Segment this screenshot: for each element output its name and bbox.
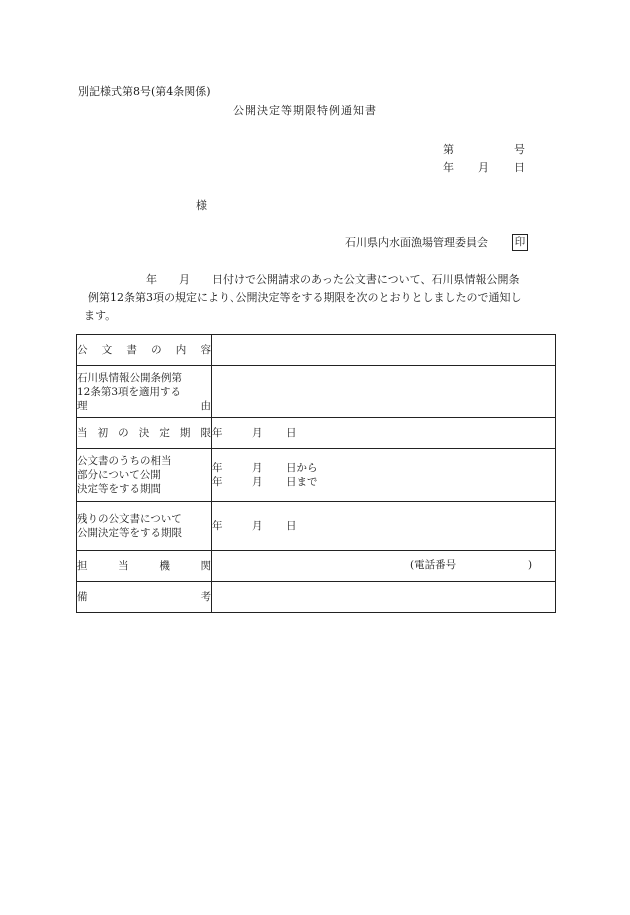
value-reason[interactable] bbox=[212, 366, 556, 418]
label-reason: 石川県情報公開条例第 12条第3項を適用する 理 由 bbox=[77, 366, 212, 418]
issuer-name: 石川県内水面漁場管理委員会 bbox=[345, 236, 488, 249]
label-document-content: 公 文 書 の 内 容 bbox=[77, 335, 212, 366]
table-row-department bbox=[77, 551, 556, 582]
value-remarks[interactable] bbox=[212, 582, 556, 613]
notice-table bbox=[76, 334, 556, 613]
notice-body bbox=[84, 271, 558, 325]
label-remaining-deadline: 残りの公文書について 公開決定等をする期限 bbox=[77, 502, 212, 551]
body-line-2: 例第12条第3項の規定により､公開決定等をする期限を次のとおりとしましたので通知し bbox=[88, 291, 522, 304]
document-title: 公開決定等期限特例通知書 bbox=[233, 104, 377, 117]
date-year-label: 年 bbox=[443, 161, 454, 174]
value-remaining-deadline[interactable]: 年 月 日 bbox=[212, 502, 556, 551]
table-row-partial-period bbox=[77, 449, 556, 502]
date-day-label: 日 bbox=[514, 161, 525, 174]
value-initial-deadline[interactable]: 年 月 日 bbox=[212, 418, 556, 449]
label-partial-period: 公文書のうちの相当 部分について公開 決定等をする期間 bbox=[77, 449, 212, 502]
table-row-remarks bbox=[77, 582, 556, 613]
seal-stamp: 印 bbox=[512, 234, 528, 251]
form-label: 別記様式第8号(第4条関係) bbox=[78, 85, 211, 98]
addressee-suffix: 様 bbox=[196, 199, 207, 212]
table-row-remaining-deadline bbox=[77, 502, 556, 551]
document-number-prefix: 第 bbox=[443, 143, 454, 156]
value-partial-period[interactable]: 年 月 日から 年 月 日まで bbox=[212, 449, 556, 502]
phone-number-field: (電話番号 ) bbox=[410, 559, 533, 571]
value-department[interactable] bbox=[212, 551, 556, 582]
label-initial-deadline: 当 初 の 決 定 期 限 bbox=[77, 418, 212, 449]
table-row-reason bbox=[77, 366, 556, 418]
table-row-content bbox=[77, 335, 556, 366]
label-remarks: 備 考 bbox=[77, 582, 212, 613]
label-department: 担 当 機 関 bbox=[77, 551, 212, 582]
value-document-content[interactable] bbox=[212, 335, 556, 366]
body-line-1: 年 月 日付けで公開請求のあった公文書について、石川県情報公開条 bbox=[146, 273, 520, 286]
body-line-3: ます。 bbox=[84, 309, 117, 322]
date-month-label: 月 bbox=[478, 161, 489, 174]
document-number-suffix: 号 bbox=[514, 143, 525, 156]
table-row-initial-deadline bbox=[77, 418, 556, 449]
